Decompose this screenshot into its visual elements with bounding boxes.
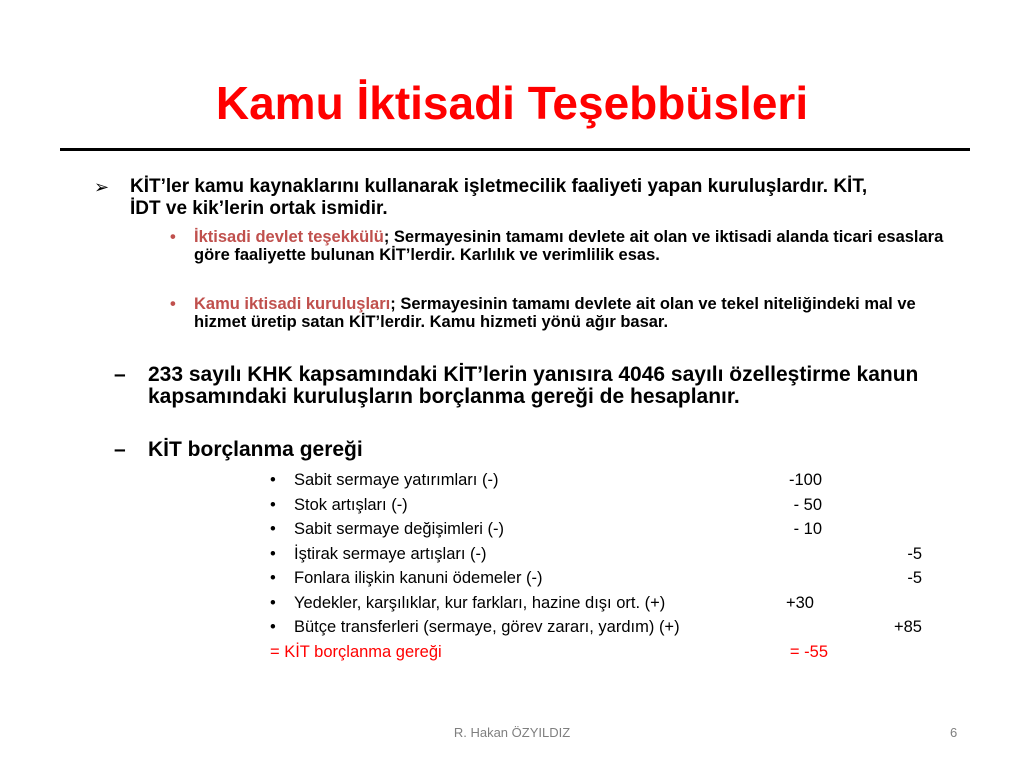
bullet-icon: • — [270, 544, 276, 563]
total-value: = -55 — [789, 642, 828, 661]
dash-item-text: 233 sayılı KHK kapsamındaki KİT’lerin yanısıra 4046 sayılı özelleştirme kanun kapsamındaki kuruluşların borçlanma gereği de hesaplanır. — [148, 363, 919, 408]
item-label: Stok artışları (-) — [294, 495, 408, 514]
term-idt: İktisadi devlet teşekkülü — [194, 228, 384, 246]
item-value: +85 — [894, 618, 922, 636]
bullet-icon: • — [270, 520, 276, 538]
sub-bullet-description: ; Sermayesinin tamamı devlete ait olan ve tekel niteliğindeki mal ve hizmet üretip satan KİT’lerdir. Kamu hizmeti yönü ağır basar. — [194, 295, 916, 331]
item-value: -5 — [907, 544, 922, 563]
list-item — [270, 495, 930, 520]
borrowing-list — [270, 470, 930, 666]
item-value: -100 — [788, 471, 822, 489]
item-value: - 10 — [793, 520, 822, 538]
list-item — [270, 568, 930, 593]
dash-bullet-icon: – — [114, 363, 126, 386]
sub-bullet-text — [194, 228, 954, 264]
item-label: Yedekler, karşılıklar, kur farkları, hazine dışı ort. (+) — [294, 593, 666, 612]
total-label: = KİT borçlanma gereği — [270, 642, 442, 661]
sub-bullet-text — [194, 295, 954, 331]
list-item — [270, 617, 930, 642]
sub-bullet-description: ; Sermayesinin tamamı devlete ait olan ve iktisadi alanda ticari esaslara göre faaliyette bulunan KİT’lerdir. Karlılık ve verimlilik esas. — [194, 228, 944, 264]
main-bullet-text: KİT’ler kamu kaynaklarını kullanarak işletmecilik faaliyeti yapan kuruluşlardır. KİT, İDT ve kik’lerin ortak ismidir. — [130, 176, 868, 219]
bullet-icon: • — [170, 295, 176, 313]
item-label: Sabit sermaye yatırımları (-) — [294, 471, 499, 489]
list-item — [270, 470, 930, 495]
total-row — [270, 642, 930, 667]
list-item — [270, 593, 930, 618]
item-value: -5 — [907, 569, 922, 587]
bullet-icon: • — [270, 618, 276, 636]
list-item — [270, 544, 930, 569]
bullet-icon: • — [170, 228, 176, 246]
title-divider — [60, 148, 970, 151]
item-label: Bütçe transferleri (sermaye, görev zararı, yardım) (+) — [294, 618, 680, 636]
dash-bullet-icon: – — [114, 438, 126, 461]
footer-author: R. Hakan ÖZYILDIZ — [453, 725, 571, 740]
list-item — [270, 519, 930, 544]
bullet-icon: • — [270, 495, 276, 514]
bullet-icon: • — [270, 569, 276, 587]
term-kik: Kamu iktisadi kuruluşları — [194, 295, 391, 313]
item-value: +30 — [786, 593, 814, 612]
page-number: 6 — [950, 725, 958, 740]
item-label: Fonlara ilişkin kanuni ödemeler (-) — [294, 569, 543, 587]
item-label: Sabit sermaye değişimleri (-) — [294, 520, 504, 538]
item-label: İştirak sermaye artışları (-) — [294, 544, 487, 563]
bullet-icon: • — [270, 593, 276, 612]
arrow-bullet-icon: ➢ — [94, 177, 110, 197]
bullet-icon: • — [270, 471, 276, 489]
item-value: - 50 — [793, 495, 822, 514]
slide-title: Kamu İktisadi Teşebbüsleri — [215, 77, 809, 129]
dash-item-text: KİT borçlanma gereği — [148, 438, 363, 461]
